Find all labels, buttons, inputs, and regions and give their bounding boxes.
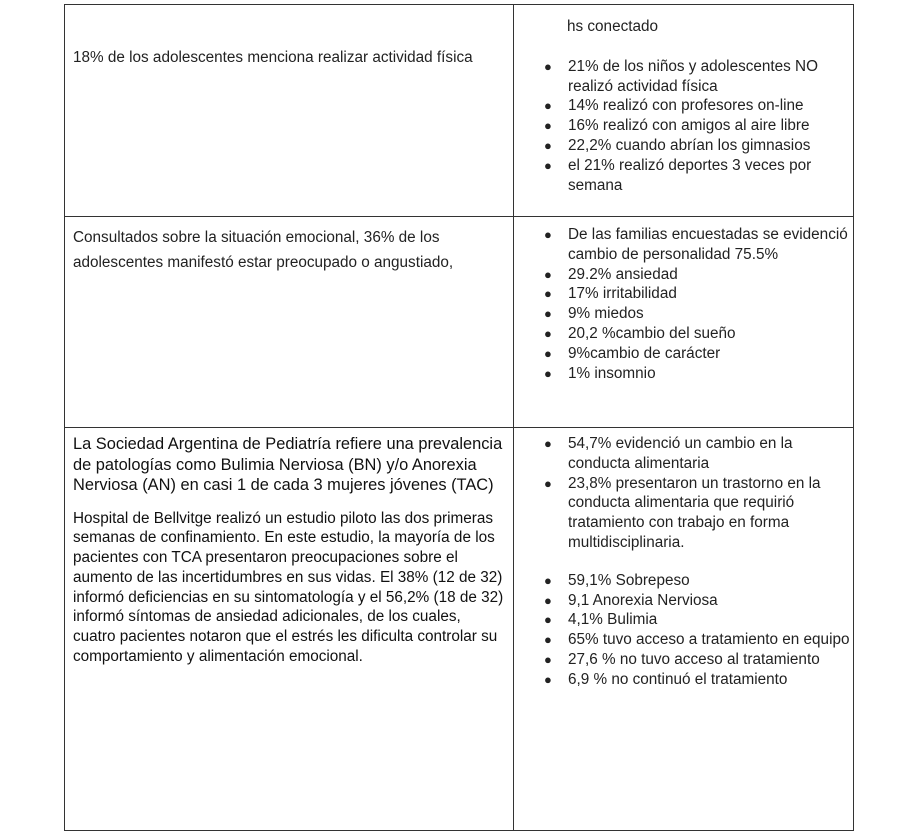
- bullet-icon: ●: [544, 475, 552, 491]
- physical-activity-summary: 18% de los adolescentes menciona realizar actividad física: [73, 49, 473, 66]
- list-item: ● 6,9 % no continuó el tratamiento: [544, 670, 788, 688]
- sap-prevalence-paragraph: La Sociedad Argentina de Pediatría refiere una prevalencia de patologías como Bulimia Nerviosa (BN) y/o Anorexia Nerviosa (AN) en casi 1 de cada 3 mujeres jóvenes (TAC): [73, 435, 503, 494]
- list-item: ● 14% realizó con profesores on-line: [544, 97, 804, 115]
- list-item: ● 16% realizó con amigos al aire libre: [544, 117, 810, 135]
- bellvitge-study-paragraph: Hospital de Bellvitge realizó un estudio piloto las dos primeras semanas de confinamiento. En este estudio, la mayoría de los pacientes con TCA presentaron preocupaciones sobre el aumento de las incertidumbres en sus vidas. El 38% (12 de 32) informó deficiencias en su sintomatología y el 56,2% (18 de 32) informó síntomas de ansiedad adicionales, de los cuales, cuatro pacientes notaron que el estrés les dificulta controlar su comportamiento y alimentación emocional.: [73, 509, 504, 666]
- bullet-icon: ●: [544, 632, 552, 648]
- table-cell-right: [514, 5, 854, 217]
- bullet-icon: ●: [544, 306, 552, 322]
- list-item: ● 22,2% cuando abrían los gimnasios: [544, 136, 811, 154]
- table-cell-left: [65, 217, 514, 428]
- bullet-icon: ●: [544, 651, 552, 667]
- table-row: [65, 5, 854, 217]
- table-row: [65, 428, 854, 831]
- list-item: ● 29.2% ansiedad: [544, 265, 678, 283]
- list-item: ● 9% miedos: [544, 305, 644, 323]
- right-cell-content: [514, 225, 853, 383]
- list-item: ● 23,8% presentaron un trastorno en la conducta alimentaria que requirió tratamiento con trabajo en forma multidisciplinaria.: [544, 474, 821, 551]
- list-item: ● 27,6 % no tuvo acceso al tratamiento: [544, 650, 820, 668]
- emotional-situation-summary: Consultados sobre la situación emocional, 36% de los adolescentes manifestó estar preocupado o angustiado,: [73, 229, 454, 271]
- bullet-list: [514, 225, 853, 383]
- table-cell-right: [514, 428, 854, 831]
- bullet-icon: ●: [544, 227, 552, 242]
- bullet-icon: ●: [544, 157, 552, 173]
- list-item: ● 1% insomnio: [544, 364, 656, 382]
- table-cell-left: [65, 428, 514, 831]
- bullet-icon: ●: [544, 365, 552, 381]
- bullet-icon: ●: [544, 671, 552, 687]
- bullet-icon: ●: [544, 325, 552, 341]
- bullet-list: [514, 57, 853, 196]
- bullet-list: [514, 434, 853, 553]
- bullet-icon: ●: [544, 572, 552, 588]
- right-cell-content: [514, 5, 853, 195]
- table-cell-right: [514, 217, 854, 428]
- eating-disorders-section: [65, 428, 513, 667]
- bullet-icon: ●: [544, 137, 552, 153]
- bullet-icon: ●: [544, 345, 552, 361]
- list-item: ● 4,1% Bulimia: [544, 611, 658, 629]
- list-item: ● 9,1 Anorexia Nerviosa: [544, 591, 718, 609]
- bullet-icon: ●: [544, 98, 552, 114]
- table-cell-left: [65, 5, 514, 217]
- bullet-icon: ●: [544, 58, 552, 74]
- list-item: ● 59,1% Sobrepeso: [544, 571, 690, 589]
- list-item: ● el 21% realizó deportes 3 veces por semana: [544, 156, 812, 194]
- continued-text: hs conectado: [567, 18, 658, 35]
- data-table: [64, 4, 854, 831]
- bullet-icon: ●: [544, 612, 552, 628]
- right-cell-content: [514, 434, 853, 690]
- list-item: ● 21% de los niños y adolescentes NO realizó actividad física: [544, 57, 818, 95]
- list-item: ● 65% tuvo acceso a tratamiento en equipo: [544, 631, 850, 649]
- list-item: ● De las familias encuestadas se evidenció cambio de personalidad 75.5%: [544, 226, 848, 263]
- bullet-icon: ●: [544, 436, 552, 451]
- list-item: ● 20,2 %cambio del sueño: [544, 324, 736, 342]
- list-item: ● 17% irritabilidad: [544, 285, 677, 303]
- list-item: ● 9%cambio de carácter: [544, 344, 721, 362]
- bullet-icon: ●: [544, 592, 552, 608]
- bullet-icon: ●: [544, 266, 552, 282]
- list-item: ● 54,7% evidenció un cambio en la conducta alimentaria: [544, 435, 793, 472]
- bullet-icon: ●: [544, 118, 552, 134]
- bullet-list: [514, 571, 853, 690]
- table-row: [65, 217, 854, 428]
- bullet-icon: ●: [544, 286, 552, 302]
